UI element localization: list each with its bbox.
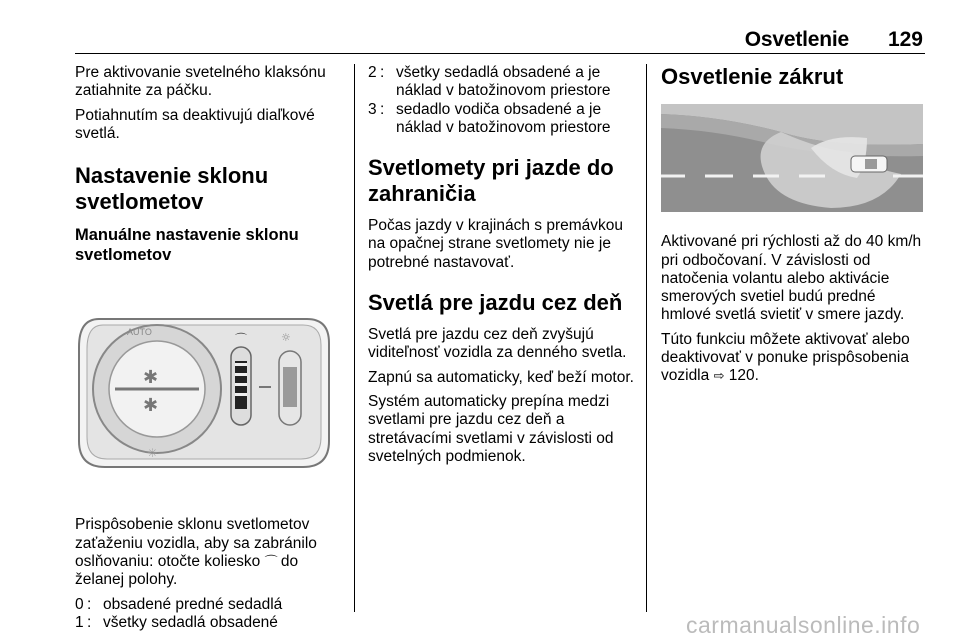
heading-daytime-lights: Svetlá pre jazdu cez deň xyxy=(368,290,623,316)
page-number: 129 xyxy=(887,28,923,51)
page-reference-arrow-icon: ⇨ xyxy=(713,368,725,384)
paragraph-cornering-1: Aktivované pri rýchlosti až do 40 km/h pri odbočovaní. V závislosti od natočenia volantu alebo aktivácie smerových svetiel budú predné hmlové svetlá svietiť v smere jazdy. xyxy=(661,233,922,324)
svg-text:⌒: ⌒ xyxy=(235,332,248,347)
heading-headlight-range: Nastavenie sklonu svetlometov xyxy=(75,163,269,215)
headlight-range-icon: ⌒ xyxy=(264,554,278,570)
light-switch-illustration xyxy=(75,307,333,475)
list-item: 0 : obsadené predné sedadlá xyxy=(75,595,283,613)
paragraph-daytime-2: Zapnú sa automaticky, keď beží motor. xyxy=(368,368,634,386)
paragraph-high-beam-off: Potiahnutím sa deaktivujú diaľkové svetlá. xyxy=(75,106,315,142)
column-divider-2 xyxy=(646,64,647,612)
svg-text:☼: ☼ xyxy=(281,331,291,345)
heading-abroad: Svetlomety pri jazde do zahraničia xyxy=(368,155,614,207)
column-3 xyxy=(661,64,925,392)
heading-manual-range: Manuálne nastavenie sklonu svetlometov xyxy=(75,226,299,265)
adjust-text-start: Prispôsobenie sklonu svetlometov zaťaženiu vozidla, aby sa zabránilo oslňovaniu: otočte koliesko xyxy=(75,516,317,571)
list-item: 2 : všetky sedadlá obsadené a je náklad v batožinovom priestore xyxy=(368,64,611,100)
cornering-text-start: Túto funkciu môžete aktivovať alebo deaktivovať v ponuke prispôsobenia vozidla xyxy=(661,330,910,385)
header-title: Osvetlenie xyxy=(744,28,849,51)
paragraph-daytime-3: Systém automaticky prepína medzi svetlami pre jazdu cez deň a stretávacími svetlami v závislosti od svetelných podmienok. xyxy=(368,392,614,465)
heading-cornering-light: Osvetlenie zákrut xyxy=(661,64,844,89)
adjust-text-end: do želanej polohy. xyxy=(75,553,299,589)
watermark: carmanualsonline.info xyxy=(686,612,921,638)
position-list xyxy=(75,596,343,633)
page-reference-number[interactable]: 120. xyxy=(724,367,759,385)
paragraph-daytime-1: Svetlá pre jazdu cez deň zvyšujú viditeľnosť vozidla za denného svetla. xyxy=(368,326,627,362)
list-item: 1 : všetky sedadlá obsadené xyxy=(75,613,278,631)
auto-label: AUTO xyxy=(127,327,152,338)
position-list-continued xyxy=(368,64,636,137)
column-1 xyxy=(75,64,343,632)
header-rule xyxy=(75,53,925,54)
cornering-light-illustration xyxy=(661,104,923,212)
svg-text:☼: ☼ xyxy=(147,446,158,461)
paragraph-cornering-2 xyxy=(661,331,925,386)
column-2 xyxy=(368,64,636,472)
paragraph-flash: Pre aktivovanie svetelného klaksónu zatiahnite za páčku. xyxy=(75,64,326,100)
column-divider-1 xyxy=(354,64,355,612)
paragraph-abroad: Počas jazdy v krajinách s premávkou na opačnej strane svetlomety nie je potrebné nastavovať. xyxy=(368,217,624,271)
svg-text:✱: ✱ xyxy=(143,367,159,389)
list-item: 3 : sedadlo vodiča obsadené a je náklad v batožinovom priestore xyxy=(368,100,611,136)
svg-text:✱: ✱ xyxy=(143,395,159,417)
page-header xyxy=(75,28,925,52)
paragraph-adjust-instruction xyxy=(75,516,343,589)
